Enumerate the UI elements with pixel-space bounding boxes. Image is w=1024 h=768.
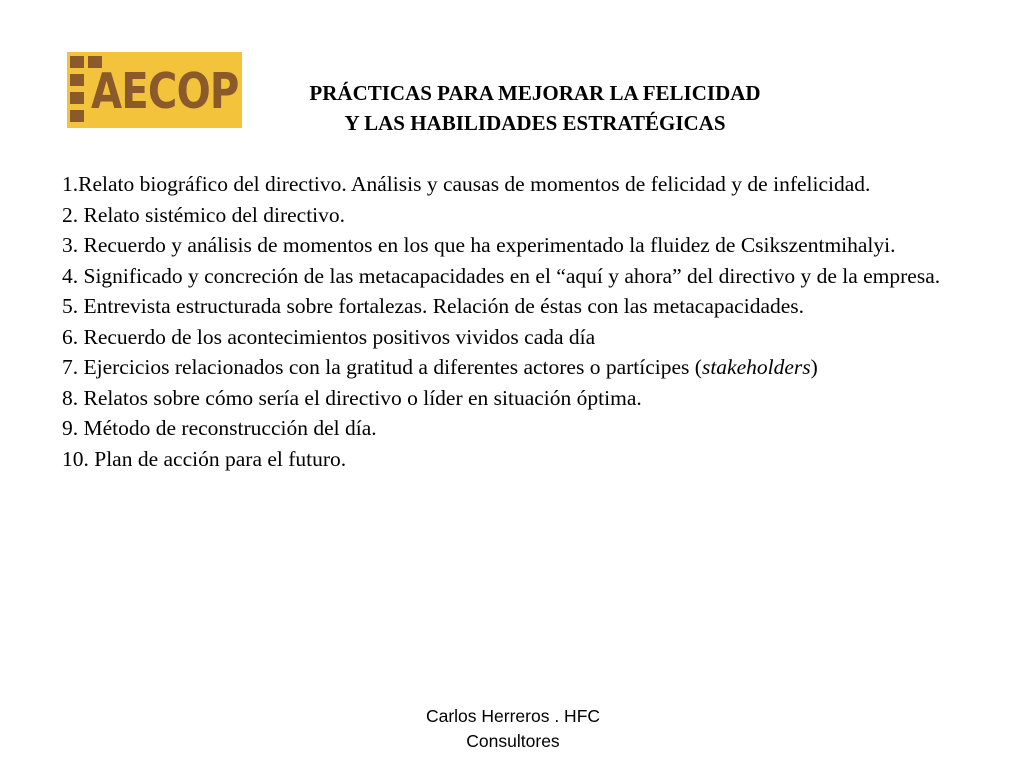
list-item	[62, 444, 982, 475]
list-item-text: 5. Entrevista estructurada sobre fortalezas. Relación de éstas con las metacapacidades.	[62, 294, 805, 318]
aecop-logo	[67, 52, 242, 128]
list-item-text: 2. Relato sistémico del directivo.	[62, 202, 346, 227]
slide-title	[255, 78, 815, 138]
list-item-text: 4. Significado y concreción de las metacapacidades en el “aquí y ahora” del directivo y de la empresa.	[62, 263, 941, 288]
title-line-2: Y LAS HABILIDADES ESTRATÉGICAS	[344, 111, 726, 135]
list-item	[62, 200, 982, 231]
list-item	[62, 261, 982, 292]
list-item	[62, 291, 982, 322]
footer-line-2: Consultores	[466, 731, 560, 751]
list-item-text: 6. Recuerdo de los acontecimientos positivos vividos cada día	[62, 324, 596, 349]
list-item	[62, 322, 982, 353]
practices-list	[62, 169, 982, 474]
list-item-text: 3. Recuerdo y análisis de momentos en los que ha experimentado la fluidez de Csikszentmihalyi.	[62, 233, 896, 257]
list-item	[62, 169, 982, 200]
list-item-text: 8. Relatos sobre cómo sería el directivo o líder en situación óptima.	[62, 385, 642, 410]
list-item	[62, 413, 982, 444]
logo-wordmark: AECOP	[91, 63, 239, 120]
list-item-italic: stakeholders	[701, 355, 811, 379]
slide-footer	[400, 704, 626, 754]
list-item	[62, 383, 982, 414]
list-item	[62, 352, 982, 383]
paren-close: )	[810, 355, 818, 379]
list-item-text: 7. Ejercicios relacionados con la gratitud a diferentes actores o partícipes	[62, 355, 690, 379]
list-item-text: 10. Plan de acción para el futuro.	[62, 446, 347, 471]
title-line-1: PRÁCTICAS PARA MEJORAR LA FELICIDAD	[309, 81, 761, 105]
list-item-text: 1.Relato biográfico del directivo. Análisis y causas de momentos de felicidad y de infelicidad.	[62, 172, 871, 196]
footer-line-1: Carlos Herreros . HFC	[425, 706, 601, 726]
list-item-text: 9. Método de reconstrucción del día.	[62, 416, 377, 440]
list-item	[62, 230, 982, 261]
paren-open: (	[694, 355, 702, 379]
